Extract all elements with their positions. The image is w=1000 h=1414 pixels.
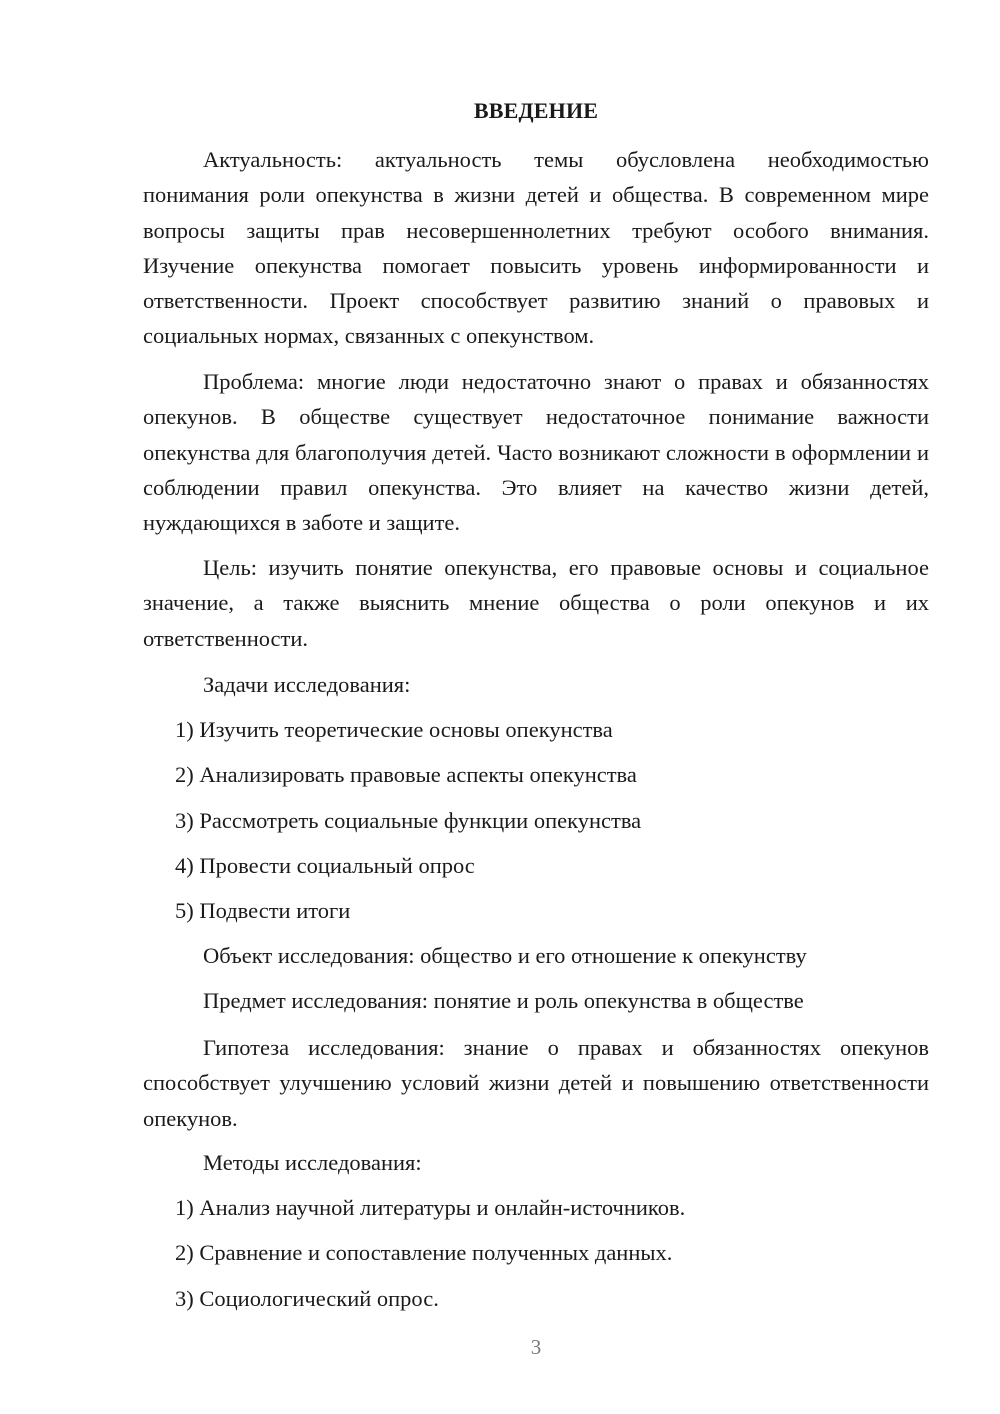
page-number: 3: [530, 1335, 542, 1359]
task-item-5: 5) Подвести итоги: [175, 898, 351, 923]
task-item-1: 1) Изучить теоретические основы опекунства: [175, 717, 613, 742]
method-item-1: 1) Анализ научной литературы и онлайн-источников.: [175, 1195, 686, 1220]
goal-paragraph: Цель: изучить понятие опекунства, его правовые основы и социальное значение, а также выяснить мнение общества о роли опекунов и их ответственности.: [143, 555, 929, 651]
method-item-2: 2) Сравнение и сопоставление полученных данных.: [175, 1240, 673, 1265]
tasks-heading: Задачи исследования:: [203, 672, 411, 697]
problem-paragraph: Проблема: многие люди недостаточно знают о правах и обязанностях опекунов. В обществе существует недостаточное понимание важности опекунства для благополучия детей. Часто возникают сложности в оформлении и соблюдении правил опекунства. Это влияет на качество жизни детей, нуждающихся в заботе и защите.: [143, 369, 929, 536]
research-subject: Предмет исследования: понятие и роль опекунства в обществе: [203, 988, 804, 1013]
methods-heading: Методы исследования:: [203, 1150, 422, 1175]
task-item-3: 3) Рассмотреть социальные функции опекунства: [175, 808, 642, 833]
research-object: Объект исследования: общество и его отношение к опекунству: [203, 943, 807, 968]
task-item-2: 2) Анализировать правовые аспекты опекунства: [175, 762, 637, 787]
method-item-3: 3) Социологический опрос.: [175, 1286, 439, 1311]
task-item-4: 4) Провести социальный опрос: [175, 853, 475, 878]
section-title: ВВЕДЕНИЕ: [473, 98, 599, 123]
relevance-paragraph: Актуальность: актуальность темы обусловлена необходимостью понимания роли опекунства в жизни детей и общества. В современном мире вопросы защиты прав несовершеннолетних требуют особого внимания. Изучение опекунства помогает повысить уровень информированности и ответственности. Проект способствует развитию знаний о правовых и социальных нормах, связанных с опекунством.: [143, 147, 929, 349]
hypothesis-paragraph: Гипотеза исследования: знание о правах и обязанностях опекунов способствует улучшению условий жизни детей и повышению ответственности опекунов.: [143, 1035, 929, 1131]
